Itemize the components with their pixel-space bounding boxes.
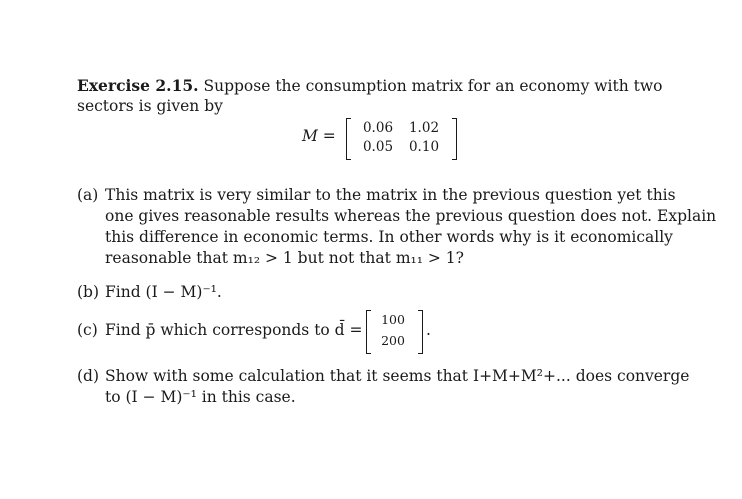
left-bracket (346, 118, 351, 160)
exercise-intro-text: Suppose the consumption matrix for an economy with two (203, 77, 663, 95)
part-c-marker: (c) (77, 321, 98, 339)
matrix-cell-12: 1.02 (408, 120, 440, 136)
part-c-text: Find p̄ which corresponds to d̄ = (105, 321, 363, 339)
exercise-intro-line2: sectors is given by (77, 97, 223, 115)
vector-left-bracket (366, 310, 371, 354)
matrix-lhs: M = (302, 127, 336, 145)
part-a-line1: This matrix is very similar to the matrix in the previous question yet this (105, 186, 676, 204)
part-a-line3: this difference in economic terms. In other words why is it economically (105, 228, 673, 246)
vector-right-bracket (418, 310, 423, 354)
exercise-intro-line1 (77, 76, 662, 95)
part-d-marker: (d) (77, 367, 100, 385)
matrix-cell-11: 0.06 (362, 120, 394, 136)
part-a-line4: reasonable that m₁₂ > 1 but not that m₁₁ > 1? (105, 249, 464, 267)
part-a-line2: one gives reasonable results whereas the previous question does not. Explain (105, 207, 717, 225)
right-bracket (452, 118, 457, 160)
part-b-marker: (b) (77, 283, 100, 301)
part-d-line2: to (I − M)⁻¹ in this case. (105, 388, 296, 406)
matrix-cell-21: 0.05 (362, 139, 394, 155)
part-b-text: Find (I − M)⁻¹. (105, 283, 222, 301)
d-vector (366, 310, 426, 354)
consumption-matrix (346, 118, 462, 160)
vector-cell-1: 100 (381, 312, 405, 327)
part-a-marker: (a) (77, 186, 99, 204)
vector-cell-2: 200 (381, 333, 405, 348)
exercise-label: Exercise 2.15. (77, 76, 199, 95)
part-c-period: . (426, 321, 431, 339)
matrix-cell-22: 0.10 (408, 139, 440, 155)
part-d-line1: Show with some calculation that it seems that I+M+M²+... does converge (105, 367, 690, 385)
